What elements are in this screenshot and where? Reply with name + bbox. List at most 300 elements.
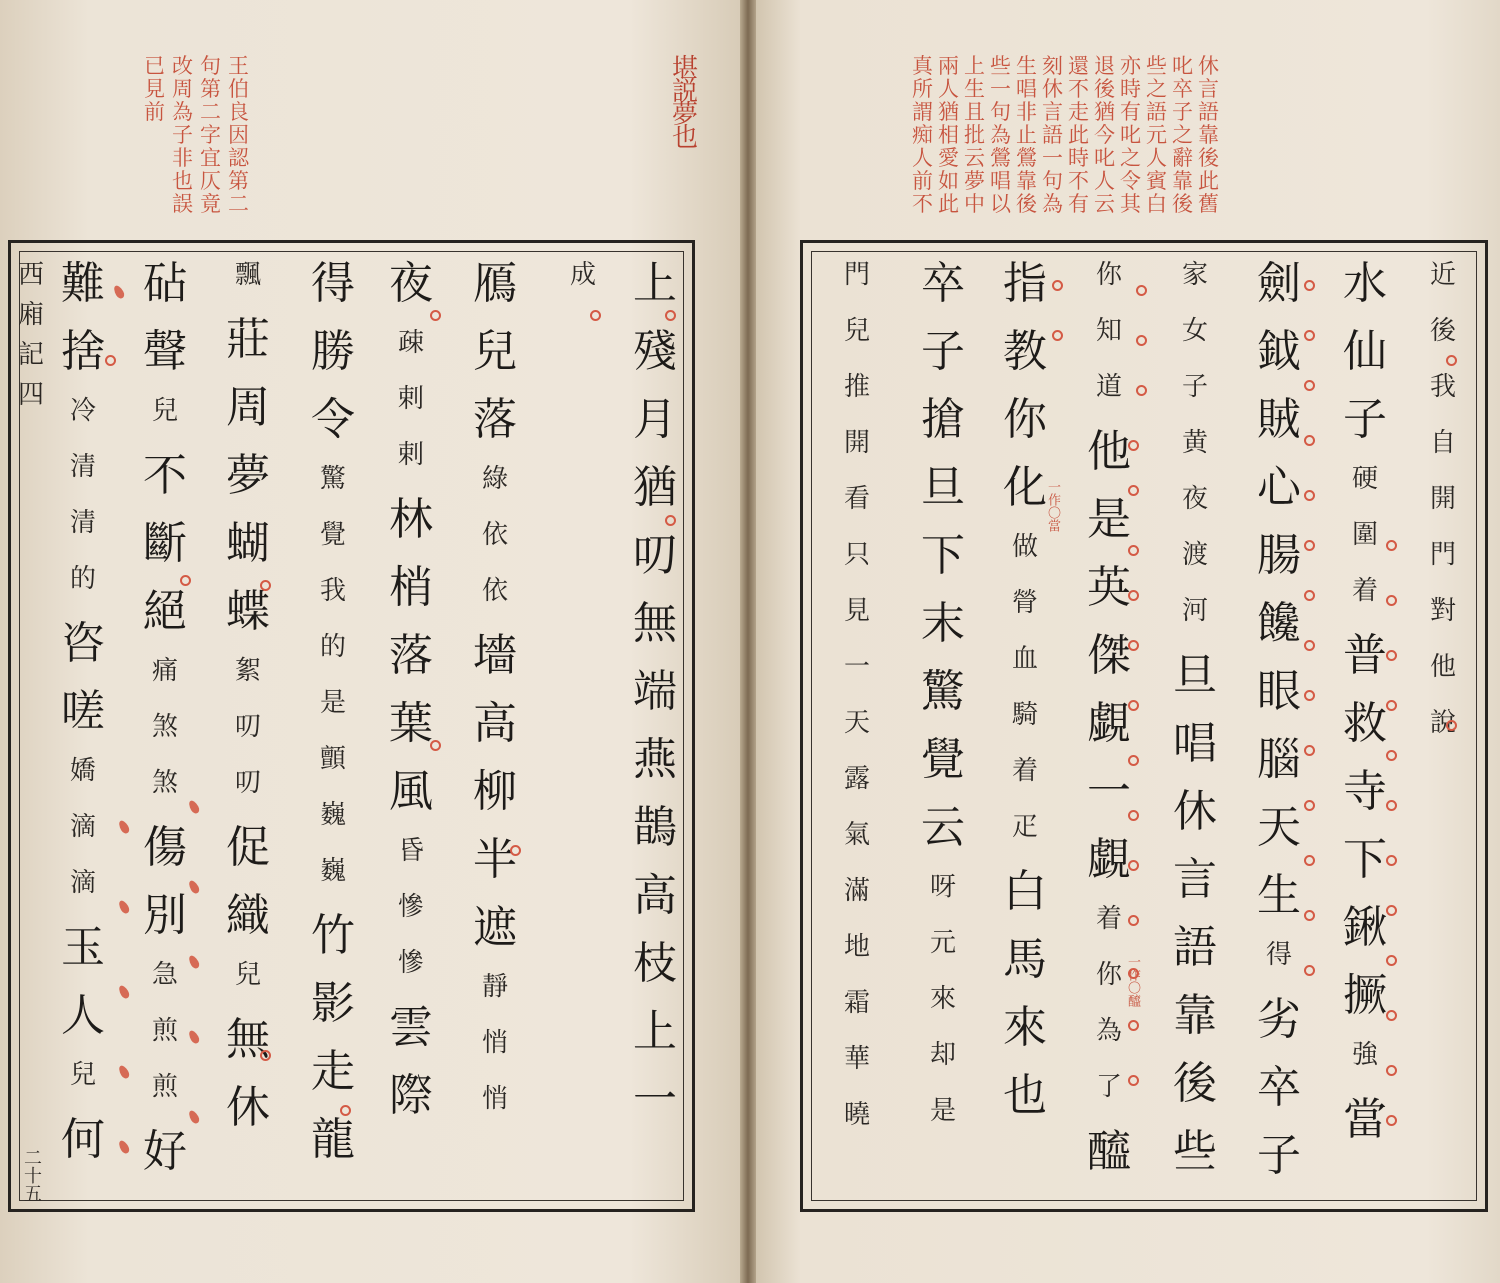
character: 言 — [1173, 854, 1217, 905]
punctuation-circle — [1304, 855, 1315, 866]
character: 說 — [1429, 708, 1456, 738]
annotation-char: 後 — [1016, 192, 1037, 216]
character: 殘 — [633, 326, 677, 377]
character: 氣 — [843, 820, 870, 850]
annotation-char: 第 — [228, 169, 249, 193]
annotation-char: 些 — [990, 54, 1011, 78]
annotation-char: 句 — [200, 54, 221, 78]
annotation-column — [1120, 56, 1141, 217]
punctuation-circle — [1304, 965, 1315, 976]
character: 霜 — [843, 988, 870, 1018]
character: 河 — [1181, 596, 1208, 626]
character: 是 — [1087, 494, 1131, 545]
annotation-char: 語 — [1146, 100, 1167, 124]
annotation-char: 人 — [938, 77, 959, 101]
annotation-column — [938, 56, 959, 217]
character: 靜 — [481, 972, 508, 1002]
character: 咨 — [61, 618, 105, 669]
character: 天 — [1257, 802, 1301, 853]
annotation-column — [1016, 56, 1037, 217]
character: 圍 — [1351, 520, 1378, 550]
punctuation-circle — [260, 580, 271, 591]
character: 看 — [843, 484, 870, 514]
page-number-char: 二 — [24, 1148, 42, 1169]
punctuation-circle — [590, 310, 601, 321]
character: 膋 — [1011, 588, 1038, 618]
annotation-char: 已 — [144, 54, 165, 78]
character: 後 — [1173, 1058, 1217, 1109]
character: 砧 — [143, 258, 187, 309]
character: 清 — [69, 452, 96, 482]
character: 云 — [921, 802, 965, 853]
character: 騎 — [1011, 700, 1038, 730]
character: 煎 — [151, 1016, 178, 1046]
text-column — [1250, 258, 1308, 1202]
margin-title-char: 廂 — [17, 300, 44, 330]
text-column — [1080, 262, 1138, 1198]
punctuation-circle — [1304, 490, 1315, 501]
annotation-char: 一 — [990, 77, 1011, 101]
character: 為 — [1095, 1016, 1122, 1046]
character: 一 — [1087, 766, 1131, 817]
character: 覷 — [1087, 834, 1131, 885]
character: 鍬 — [1343, 902, 1387, 953]
character: 旦 — [921, 462, 965, 513]
character: 風 — [389, 766, 433, 817]
character: 當 — [1343, 1094, 1387, 1145]
annotation-char: 云 — [964, 146, 985, 170]
character: 他 — [1087, 426, 1131, 477]
annotation-char: 有 — [1120, 100, 1141, 124]
character: 剌 — [397, 440, 424, 470]
annotation-char: 時 — [1120, 77, 1141, 101]
punctuation-circle — [1304, 380, 1315, 391]
annotation-char: 見 — [144, 77, 165, 101]
character: 夢 — [226, 450, 270, 501]
annotation-char: 言 — [1042, 100, 1063, 124]
character: 一 — [843, 652, 870, 682]
punctuation-circle — [1386, 750, 1397, 761]
character: 寺 — [1343, 766, 1387, 817]
annotation-char: 舊 — [1198, 192, 1219, 216]
character: 慘 — [397, 948, 424, 978]
annotation-char: 此 — [1198, 169, 1219, 193]
character: 曉 — [843, 1100, 870, 1130]
character: 覺 — [921, 734, 965, 785]
punctuation-circle — [1136, 285, 1147, 296]
character: 的 — [69, 564, 96, 594]
character: 成 — [569, 260, 596, 290]
annotation-char: 走 — [1068, 100, 1089, 124]
annotation-char: 二 — [200, 100, 221, 124]
character: 叨 — [234, 768, 261, 798]
character: 子 — [1343, 394, 1387, 445]
character: 痛 — [151, 656, 178, 686]
character: 別 — [143, 890, 187, 941]
annotation-char: 真 — [912, 54, 933, 78]
annotation-char: 中 — [964, 192, 985, 216]
right-page — [756, 0, 1500, 1283]
annotation-char: 不 — [1068, 77, 1089, 101]
annotation-char: 痴 — [912, 123, 933, 147]
annotation-char: 人 — [912, 146, 933, 170]
character: 叨 — [234, 712, 261, 742]
character: 煞 — [151, 712, 178, 742]
punctuation-circle — [1304, 435, 1315, 446]
text-column — [382, 258, 440, 1142]
variant-note-text: 一作〇醯 — [1125, 955, 1140, 1007]
annotation-char: 叱 — [1172, 54, 1193, 78]
annotation-column — [1172, 56, 1193, 217]
margin-title-char: 西 — [17, 260, 44, 290]
punctuation-circle — [665, 515, 676, 526]
character: 唱 — [1173, 718, 1217, 769]
variant-note — [1126, 955, 1139, 1007]
annotation-char: 後 — [1198, 146, 1219, 170]
annotation-char: 語 — [1042, 123, 1063, 147]
character: 語 — [1173, 922, 1217, 973]
annotation-column — [1068, 56, 1089, 217]
annotation-char: 退 — [1094, 54, 1115, 78]
character: 你 — [1095, 960, 1122, 990]
punctuation-circle — [1386, 1115, 1397, 1126]
annotation-column — [228, 56, 249, 217]
annotation-column — [912, 56, 933, 217]
character: 馬 — [1003, 934, 1047, 985]
character: 嗟 — [61, 686, 105, 737]
character: 元 — [929, 928, 956, 958]
character: 我 — [1429, 372, 1456, 402]
character: 慘 — [397, 892, 424, 922]
annotation-char: 刻 — [1042, 54, 1063, 78]
page-number-char: 五 — [24, 1184, 42, 1205]
character: 旦 — [1173, 650, 1217, 701]
annotation-char: 不 — [912, 192, 933, 216]
character: 鴈 — [473, 258, 517, 309]
punctuation-circle — [1304, 590, 1315, 601]
character: 近 — [1429, 260, 1456, 290]
character: 葉 — [389, 698, 433, 749]
character: 教 — [1003, 326, 1047, 377]
annotation-column — [144, 56, 165, 125]
character: 天 — [843, 708, 870, 738]
annotation-column — [172, 56, 193, 217]
annotation-column — [1042, 56, 1063, 217]
character: 疋 — [1011, 812, 1038, 842]
character: 悄 — [481, 1028, 508, 1058]
annotation-char: 唱 — [990, 169, 1011, 193]
annotation-char: 之 — [1146, 77, 1167, 101]
punctuation-circle — [1386, 1065, 1397, 1076]
character: 你 — [1095, 260, 1122, 290]
character: 只 — [843, 540, 870, 570]
punctuation-circle — [1128, 545, 1139, 556]
character: 休 — [226, 1082, 270, 1133]
annotation-char: 為 — [172, 100, 193, 124]
text-column — [466, 258, 524, 1142]
character: 自 — [1429, 428, 1456, 458]
punctuation-circle — [665, 310, 676, 321]
character: 的 — [319, 632, 346, 662]
character: 蝴 — [226, 518, 270, 569]
punctuation-circle — [1128, 1075, 1139, 1086]
left-page — [0, 0, 740, 1283]
character: 綠 — [481, 464, 508, 494]
punctuation-circle — [105, 355, 116, 366]
annotation-char: 誤 — [172, 192, 193, 216]
annotation-column — [200, 56, 221, 217]
character: 急 — [151, 960, 178, 990]
character: 絮 — [234, 656, 261, 686]
annotation-char: 休 — [1198, 54, 1219, 78]
character: 家 — [1181, 260, 1208, 290]
character: 搶 — [921, 394, 965, 445]
annotation-char: 止 — [1016, 123, 1037, 147]
margin-title-char: 四 — [17, 380, 44, 410]
character: 是 — [929, 1096, 956, 1126]
annotation-char: 非 — [1016, 100, 1037, 124]
character: 呀 — [929, 872, 956, 902]
character: 血 — [1011, 644, 1038, 674]
character: 柳 — [473, 766, 517, 817]
annotation-char: 夢 — [964, 169, 985, 193]
character: 驚 — [319, 464, 346, 494]
annotation-char: 宜 — [200, 146, 221, 170]
annotation-char: 且 — [964, 100, 985, 124]
character: 遮 — [473, 902, 517, 953]
annotation-char: 不 — [1068, 169, 1089, 193]
annotation-char: 靠 — [1198, 123, 1219, 147]
character: 是 — [319, 688, 346, 718]
annotation-char: 還 — [1068, 54, 1089, 78]
annotation-char: 卒 — [1172, 77, 1193, 101]
annotation-char: 批 — [964, 123, 985, 147]
character: 開 — [843, 428, 870, 458]
punctuation-circle — [1136, 335, 1147, 346]
annotation-char: 令 — [1120, 169, 1141, 193]
annotation-char: 有 — [1068, 192, 1089, 216]
character: 腸 — [1257, 530, 1301, 581]
character: 劍 — [1257, 258, 1301, 309]
character: 着 — [1011, 756, 1038, 786]
character: 促 — [226, 822, 270, 873]
character: 勝 — [311, 326, 355, 377]
text-column — [136, 258, 194, 1198]
annotation-char: 為 — [990, 123, 1011, 147]
character: 得 — [311, 258, 355, 309]
annotation-char: 鶯 — [1016, 146, 1037, 170]
character: 斷 — [143, 518, 187, 569]
character: 鵲 — [633, 802, 677, 853]
character: 覺 — [319, 520, 346, 550]
punctuation-circle — [1128, 590, 1139, 601]
annotation-char: 之 — [1172, 123, 1193, 147]
book-gutter — [740, 0, 756, 1283]
page-number — [18, 1150, 48, 1204]
character: 顫 — [319, 744, 346, 774]
punctuation-circle — [1128, 915, 1139, 926]
annotation-char: 如 — [938, 169, 959, 193]
character: 玉 — [61, 922, 105, 973]
character: 覷 — [1087, 698, 1131, 749]
annotation-char: 愛 — [938, 146, 959, 170]
character: 見 — [843, 596, 870, 626]
annotation-char: 人 — [1094, 169, 1115, 193]
punctuation-circle — [510, 845, 521, 856]
annotation-column — [1094, 56, 1115, 217]
punctuation-circle — [1446, 720, 1457, 731]
character: 兒 — [843, 316, 870, 346]
character: 也 — [1003, 1070, 1047, 1121]
character: 傷 — [143, 822, 187, 873]
annotation-char: 賓 — [1146, 169, 1167, 193]
character: 剌 — [397, 384, 424, 414]
character: 令 — [311, 394, 355, 445]
punctuation-circle — [1052, 330, 1063, 341]
annotation-char: 相 — [938, 123, 959, 147]
character: 卒 — [921, 258, 965, 309]
text-column — [54, 258, 112, 1186]
character: 無 — [226, 1014, 270, 1065]
character: 仙 — [1343, 326, 1387, 377]
character: 梢 — [389, 562, 433, 613]
character: 黄 — [1181, 428, 1208, 458]
annotation-char: 白 — [1146, 192, 1167, 216]
punctuation-circle — [180, 575, 191, 586]
character: 女 — [1181, 316, 1208, 346]
character: 兒 — [234, 960, 261, 990]
punctuation-circle — [1128, 755, 1139, 766]
character: 靠 — [1173, 990, 1217, 1041]
annotation-char: 周 — [172, 77, 193, 101]
character: 英 — [1087, 562, 1131, 613]
character: 上 — [633, 1006, 677, 1057]
annotation-char: 堪 — [672, 54, 699, 84]
character: 巍 — [319, 800, 346, 830]
character: 竹 — [311, 910, 355, 961]
variant-note-text: 一作〇當 — [1045, 480, 1060, 532]
annotation-char: 一 — [1042, 146, 1063, 170]
character: 林 — [389, 494, 433, 545]
text-column — [914, 258, 972, 1154]
character: 眼 — [1257, 666, 1301, 717]
character: 際 — [389, 1070, 433, 1121]
character: 撅 — [1343, 970, 1387, 1021]
character: 下 — [921, 530, 965, 581]
character: 來 — [929, 984, 956, 1014]
character: 救 — [1343, 698, 1387, 749]
punctuation-circle — [1304, 690, 1315, 701]
punctuation-circle — [1386, 650, 1397, 661]
punctuation-circle — [1386, 700, 1397, 711]
character: 夜 — [1181, 484, 1208, 514]
annotation-char: 伯 — [228, 77, 249, 101]
punctuation-circle — [1304, 640, 1315, 651]
character: 腦 — [1257, 734, 1301, 785]
character: 醯 — [1087, 1126, 1131, 1177]
character: 月 — [633, 394, 677, 445]
character: 知 — [1095, 316, 1122, 346]
punctuation-circle — [430, 740, 441, 751]
variant-note — [1046, 480, 1059, 532]
punctuation-circle — [1304, 330, 1315, 341]
character: 華 — [843, 1044, 870, 1074]
character: 兒 — [69, 1060, 96, 1090]
annotation-char: 非 — [172, 146, 193, 170]
character: 後 — [1429, 316, 1456, 346]
annotation-char: 人 — [1146, 146, 1167, 170]
annotation-char: 字 — [200, 123, 221, 147]
punctuation-circle — [1386, 955, 1397, 966]
character: 疎 — [397, 328, 424, 358]
character: 子 — [921, 326, 965, 377]
annotation-char: 良 — [228, 100, 249, 124]
punctuation-circle — [1304, 800, 1315, 811]
character: 枝 — [633, 938, 677, 989]
annotation-char: 前 — [912, 169, 933, 193]
annotation-char: 二 — [228, 192, 249, 216]
character: 卒 — [1257, 1062, 1301, 1113]
character: 人 — [61, 990, 105, 1041]
character: 何 — [61, 1114, 105, 1165]
character: 地 — [843, 932, 870, 962]
annotation-char: 靠 — [1016, 169, 1037, 193]
character: 龍 — [311, 1114, 355, 1165]
character: 了 — [1095, 1072, 1122, 1102]
punctuation-circle — [1446, 355, 1457, 366]
character: 着 — [1095, 904, 1122, 934]
character: 生 — [1257, 870, 1301, 921]
annotation-char: 此 — [1068, 123, 1089, 147]
annotation-column — [672, 54, 699, 153]
character: 對 — [1429, 596, 1456, 626]
punctuation-circle — [1128, 1020, 1139, 1031]
punctuation-circle — [1304, 745, 1315, 756]
annotation-char: 竟 — [200, 192, 221, 216]
character: 墻 — [473, 630, 517, 681]
character: 滿 — [843, 876, 870, 906]
annotation-char: 認 — [228, 146, 249, 170]
character: 來 — [1003, 1002, 1047, 1053]
character: 開 — [1429, 484, 1456, 514]
annotation-char: 也 — [172, 169, 193, 193]
annotation-char: 句 — [990, 100, 1011, 124]
character: 門 — [843, 260, 870, 290]
character: 子 — [1181, 372, 1208, 402]
character: 蝶 — [226, 586, 270, 637]
punctuation-circle — [340, 1105, 351, 1116]
annotation-char: 為 — [1042, 192, 1063, 216]
character: 半 — [473, 834, 517, 885]
annotation-char: 後 — [1172, 192, 1193, 216]
character: 指 — [1003, 258, 1047, 309]
annotation-char: 此 — [938, 192, 959, 216]
annotation-char: 夢 — [672, 100, 699, 130]
text-column — [1166, 262, 1224, 1198]
annotation-char: 上 — [964, 54, 985, 78]
punctuation-circle — [260, 1050, 271, 1061]
character: 走 — [311, 1046, 355, 1097]
page-number-char: 十 — [24, 1166, 42, 1187]
character: 他 — [1429, 652, 1456, 682]
annotation-char: 子 — [1172, 100, 1193, 124]
annotation-char: 子 — [172, 123, 193, 147]
annotation-char: 謂 — [912, 100, 933, 124]
character: 嬌 — [69, 756, 96, 786]
character: 硬 — [1351, 464, 1378, 494]
annotation-char: 時 — [1068, 146, 1089, 170]
annotation-char: 也 — [672, 123, 699, 153]
